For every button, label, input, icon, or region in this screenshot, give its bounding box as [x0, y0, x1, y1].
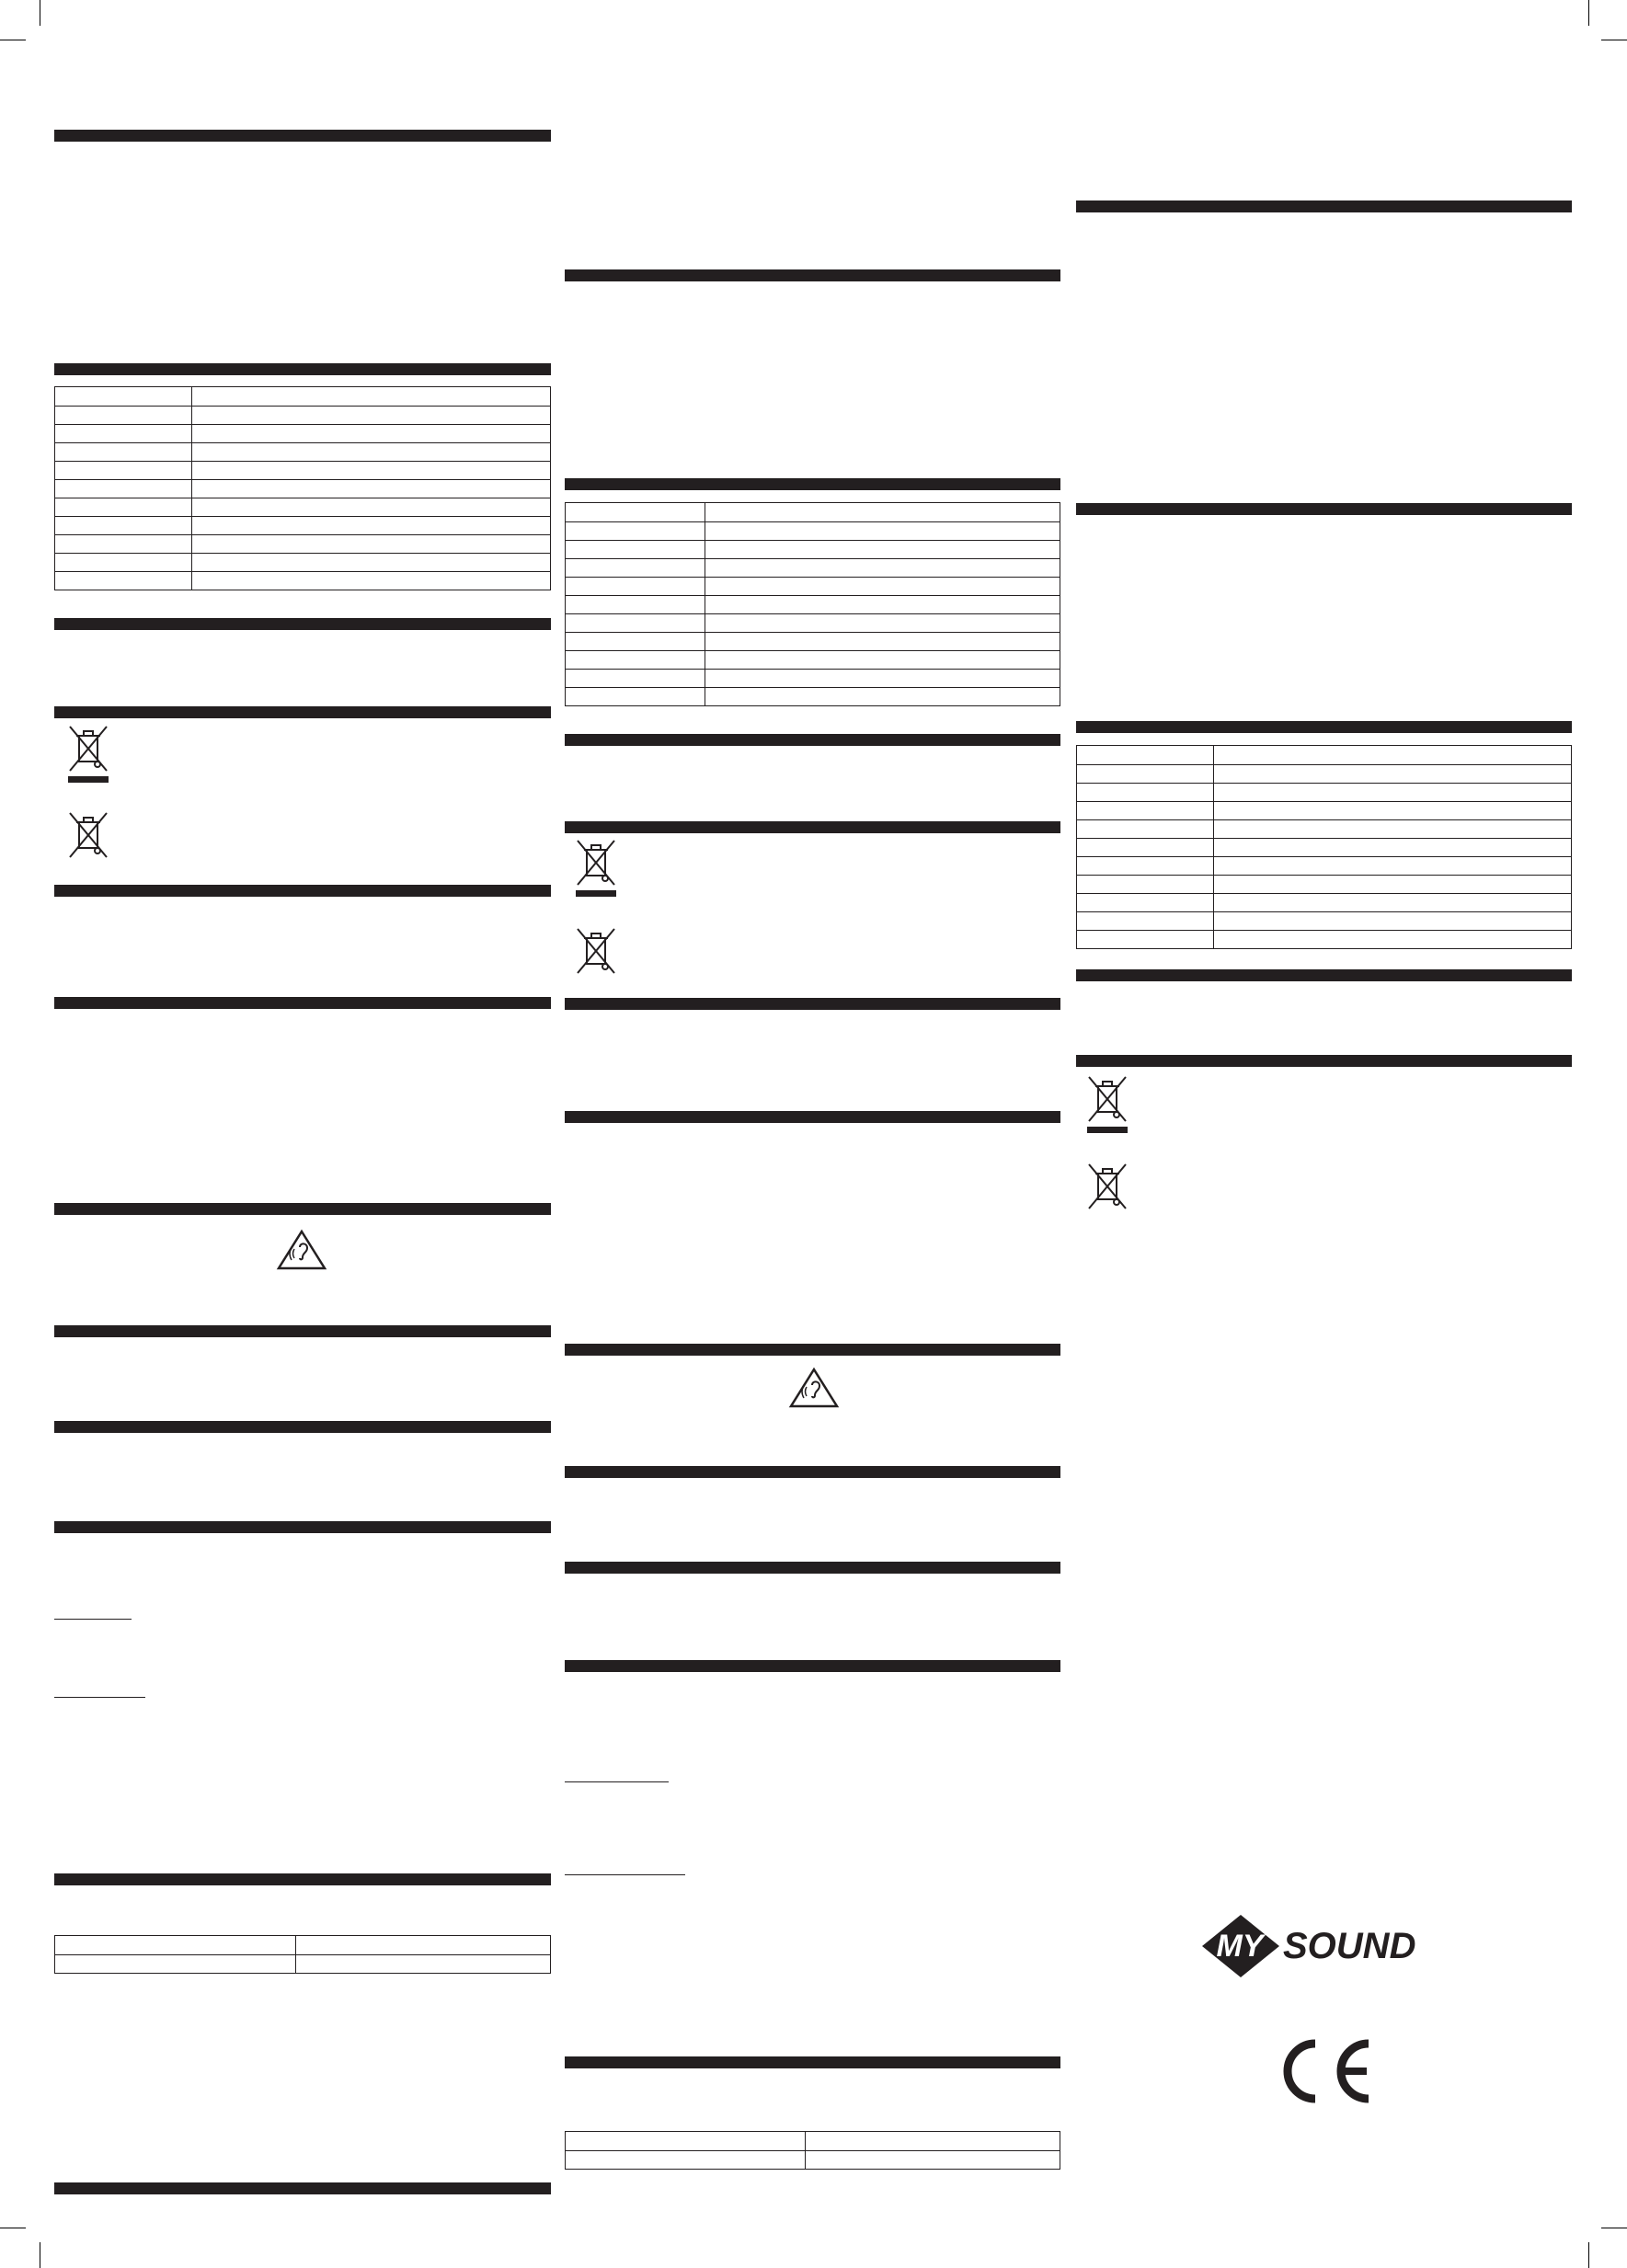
crop-mark [1588, 2242, 1589, 2268]
crossed-out-wheelie-bin-icon [572, 837, 620, 898]
table-row [1077, 764, 1571, 765]
section-header-bar [565, 998, 1060, 1010]
table-row [1077, 801, 1571, 802]
section-header-bar [1076, 1055, 1572, 1067]
table-row [55, 424, 550, 425]
table-row [566, 2150, 1060, 2151]
table-row [1077, 893, 1571, 894]
section-header-bar [54, 706, 551, 718]
table-row [1077, 783, 1571, 784]
table-row [55, 442, 550, 443]
section-header-bar [1076, 200, 1572, 212]
section-header-bar [565, 1562, 1060, 1574]
table-row [566, 613, 1060, 614]
section-header-bar [54, 1521, 551, 1533]
crossed-out-wheelie-bin-icon [64, 809, 112, 870]
table-row [55, 553, 550, 554]
hearing-protection-warning-icon [276, 1229, 327, 1271]
table-row [566, 577, 1060, 578]
specification-table [54, 386, 551, 590]
table-row [1077, 930, 1571, 931]
crossed-out-wheelie-bin-icon [572, 925, 620, 986]
underlined-subheading [54, 1619, 132, 1620]
two-column-table [54, 1935, 551, 1974]
section-header-bar [54, 618, 551, 630]
section-header-bar [565, 269, 1060, 281]
specification-table [1076, 745, 1572, 949]
table-row [1077, 911, 1571, 912]
crossed-out-wheelie-bin-icon [1083, 1073, 1131, 1134]
specification-table [565, 502, 1060, 706]
table-row [1077, 819, 1571, 820]
table-row [55, 461, 550, 462]
section-header-bar [54, 1421, 551, 1433]
table-row [1077, 875, 1571, 876]
section-header-bar [54, 997, 551, 1009]
table-row [566, 650, 1060, 651]
section-header-bar [54, 1203, 551, 1215]
table-row [1077, 856, 1571, 857]
section-header-bar [54, 363, 551, 375]
mysound-logo [1200, 1913, 1449, 1979]
table-row [55, 571, 550, 572]
hearing-protection-warning-icon [788, 1367, 840, 1409]
table-row [566, 687, 1060, 688]
table-row [566, 540, 1060, 541]
table-row [55, 534, 550, 535]
section-header-bar [565, 734, 1060, 746]
table-row [55, 1954, 550, 1955]
section-header-bar [1076, 721, 1572, 733]
section-header-bar [54, 1325, 551, 1337]
section-header-bar [565, 1466, 1060, 1478]
section-header-bar [1076, 503, 1572, 515]
section-header-bar [54, 1873, 551, 1885]
two-column-table [565, 2131, 1060, 2170]
underlined-subheading [565, 1781, 669, 1782]
section-header-bar [1076, 969, 1572, 981]
table-row [55, 479, 550, 480]
table-row [566, 632, 1060, 633]
table-row [566, 521, 1060, 522]
table-row [566, 558, 1060, 559]
table-row [566, 595, 1060, 596]
section-header-bar [54, 2182, 551, 2194]
crossed-out-wheelie-bin-icon [64, 723, 112, 784]
underlined-subheading [54, 1697, 145, 1698]
table-row [55, 516, 550, 517]
section-header-bar [54, 885, 551, 897]
section-header-bar [565, 821, 1060, 833]
underlined-subheading [565, 1874, 685, 1875]
section-header-bar [565, 1111, 1060, 1123]
crop-mark [1588, 0, 1589, 26]
logo-text-my: MY [1216, 1929, 1264, 1964]
section-header-bar [565, 2056, 1060, 2068]
section-header-bar [565, 478, 1060, 490]
ce-mark-icon [1267, 2034, 1374, 2108]
logo-text-sound: SOUND [1283, 1926, 1416, 1966]
section-header-bar [565, 1660, 1060, 1672]
section-header-bar [54, 130, 551, 142]
crossed-out-wheelie-bin-icon [1083, 1161, 1131, 1221]
table-row [1077, 838, 1571, 839]
section-header-bar [565, 1344, 1060, 1356]
table-row [55, 406, 550, 407]
table-row [566, 669, 1060, 670]
